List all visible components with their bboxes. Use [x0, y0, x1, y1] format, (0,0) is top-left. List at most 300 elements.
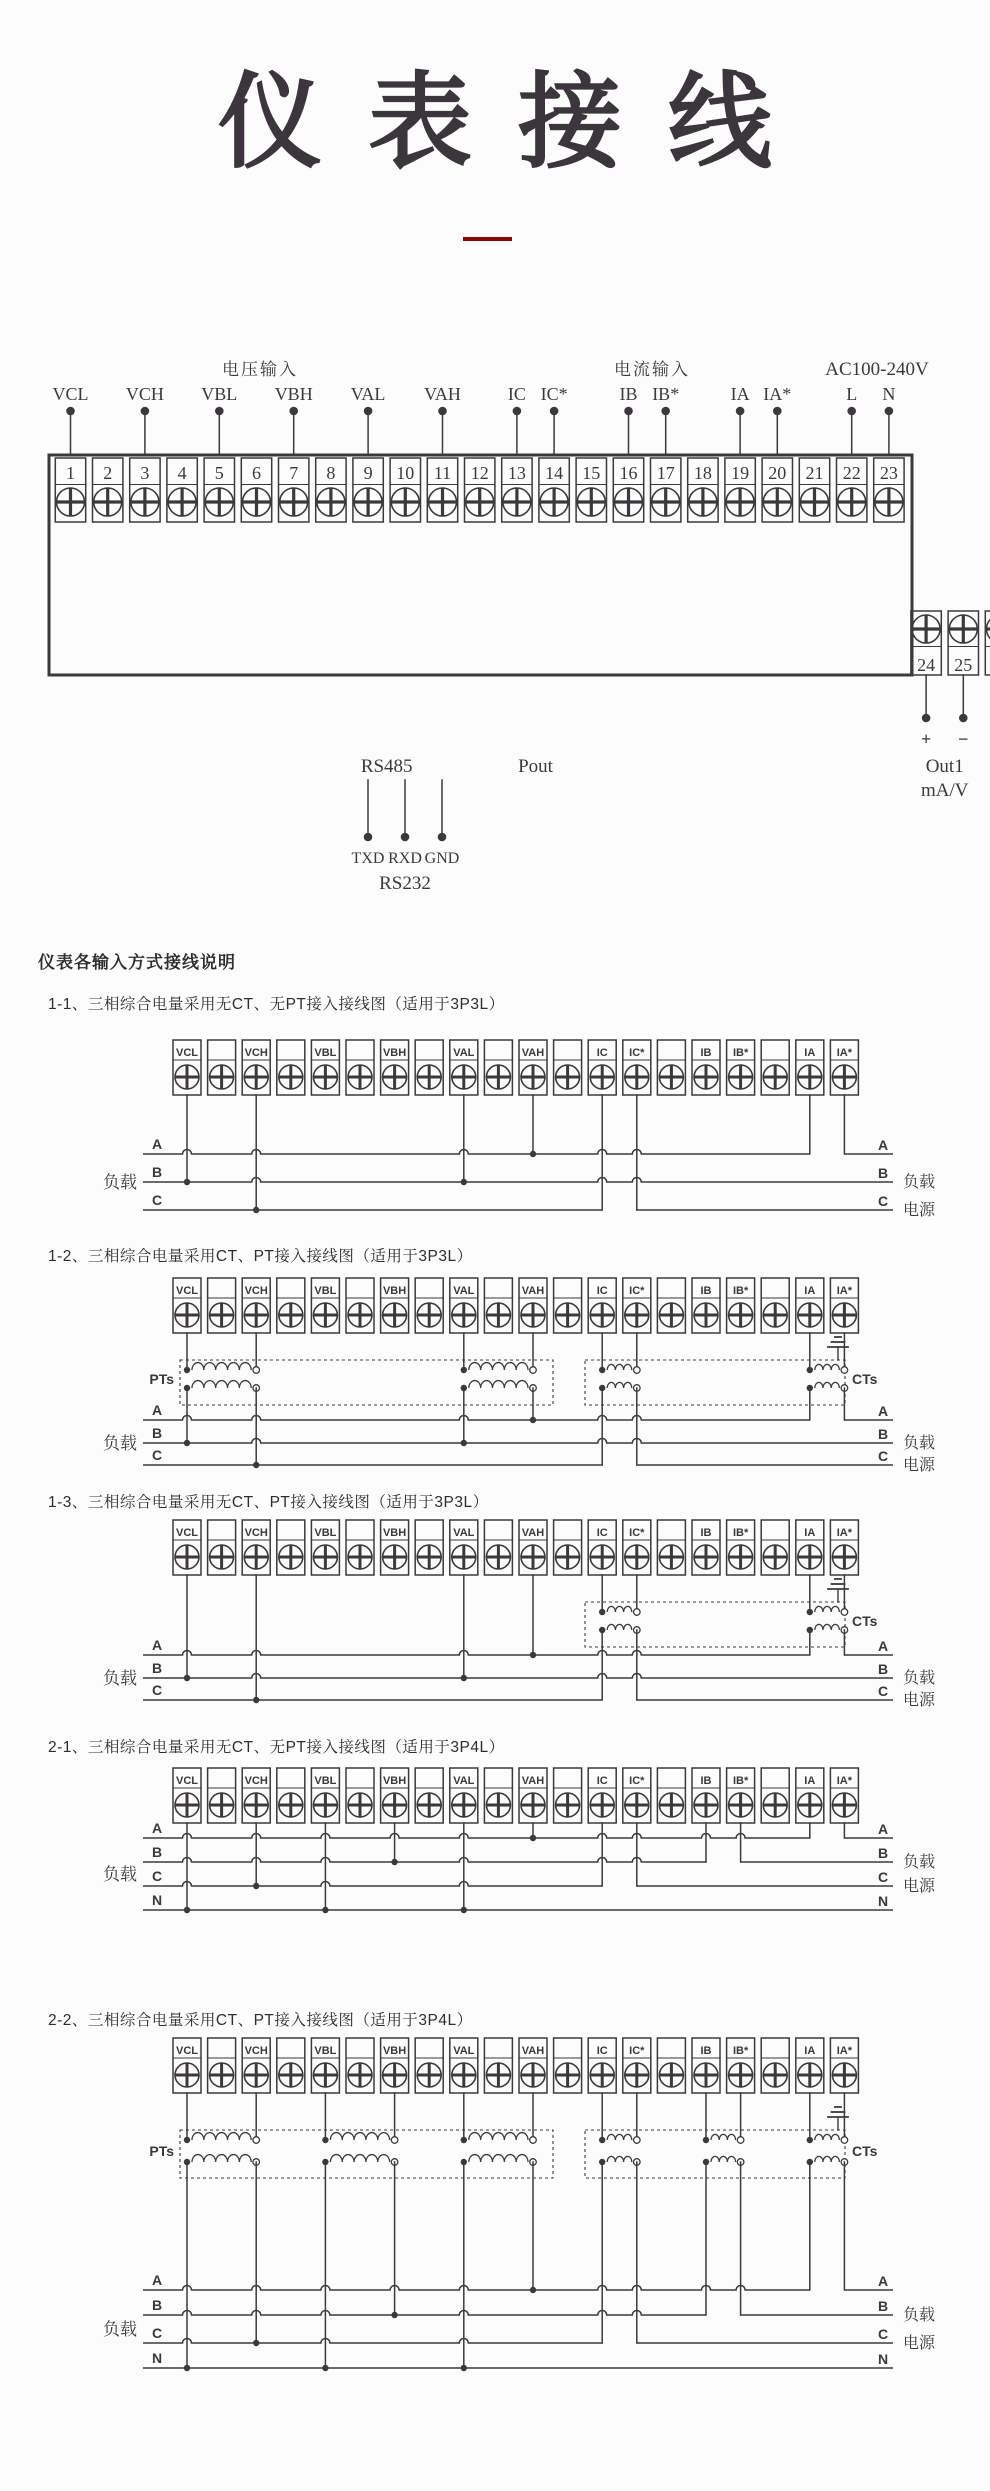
- phase-label-left: A: [152, 1136, 163, 1152]
- screw-terminal-icon: [949, 615, 977, 643]
- terminal-label: VAL: [453, 1285, 475, 1297]
- screw-terminal-icon: [521, 1065, 545, 1089]
- terminal-cell: [242, 1278, 270, 1333]
- screw-terminal-icon: [590, 1793, 614, 1817]
- polarity-sign: +: [920, 729, 932, 749]
- junction-dot: [253, 1883, 259, 1889]
- screw-terminal-icon: [763, 1545, 787, 1569]
- junction-dot: [364, 833, 373, 842]
- terminal-cell: [727, 1520, 755, 1575]
- screw-terminal-icon: [590, 1065, 614, 1089]
- terminal-cell: [346, 1768, 374, 1823]
- junction-dot: [847, 407, 856, 416]
- phase-label-right: B: [877, 1165, 889, 1181]
- bus-line: [143, 1150, 810, 1155]
- terminal-label: IB*: [732, 1775, 749, 1787]
- load-label: 负载: [103, 1173, 137, 1192]
- screw-terminal-icon: [729, 1303, 753, 1327]
- screw-terminal-icon: [729, 2063, 753, 2087]
- coil-icon: [469, 1381, 528, 1388]
- terminal-label: IC*: [629, 1047, 645, 1059]
- phase-label-right: N: [877, 1893, 889, 1909]
- terminal-cell: [761, 1520, 789, 1575]
- screw-terminal-icon: [694, 1303, 718, 1327]
- terminal-number: 11: [433, 463, 452, 483]
- schematic-1-3: [0, 1512, 990, 1722]
- coil-icon: [469, 1363, 528, 1370]
- terminal-name-label: IA*: [763, 384, 792, 404]
- output-name: Out1: [925, 756, 964, 777]
- terminal-label: IB*: [732, 1047, 749, 1059]
- phase-label-right: C: [877, 1448, 889, 1464]
- bus-line: [143, 2339, 602, 2344]
- terminal-cell: [554, 2038, 582, 2093]
- terminal-label: IC*: [629, 1285, 645, 1297]
- screw-terminal-icon: [659, 2063, 683, 2087]
- screw-terminal-icon: [486, 1065, 510, 1089]
- junction-dot: [184, 2365, 190, 2371]
- schematic-2-2: [0, 2030, 990, 2392]
- terminal-label: VBL: [314, 1047, 337, 1059]
- terminal-label: IB*: [732, 1285, 749, 1297]
- terminal-cell: [761, 2038, 789, 2093]
- screw-terminal-icon: [279, 2063, 303, 2087]
- terminal-cell: [415, 1278, 443, 1333]
- terminal-number: 13: [507, 463, 526, 483]
- terminal-label: IB: [700, 1527, 712, 1539]
- screw-terminal-icon: [205, 488, 233, 516]
- screw-terminal-icon: [763, 488, 791, 516]
- schematic-1-2: [0, 1270, 990, 1485]
- phase-label-left: C: [152, 1192, 163, 1208]
- junction-dot: [461, 1179, 467, 1185]
- screw-terminal-icon: [556, 2063, 580, 2087]
- terminal-cell: [450, 1520, 478, 1575]
- terminal-number: 15: [582, 463, 601, 483]
- terminal-cell: [692, 1520, 720, 1575]
- phase-label-right: C: [877, 2326, 889, 2342]
- pt-group-label: PTs: [149, 1371, 174, 1387]
- terminal-cell: [173, 1768, 201, 1823]
- terminal-cell: [242, 1768, 270, 1823]
- load-label: 负载: [103, 1865, 137, 1884]
- junction-dot: [66, 407, 75, 416]
- terminal-label: IC: [596, 2045, 608, 2057]
- screw-terminal-icon: [689, 488, 717, 516]
- terminal-strip: [173, 1040, 858, 1095]
- terminal-cell: [830, 1768, 858, 1823]
- terminal-cell: [484, 2038, 512, 2093]
- terminal-cell: [277, 2038, 305, 2093]
- terminal-label: VAL: [453, 1775, 475, 1787]
- phase-label-left: B: [152, 1425, 163, 1441]
- terminal-cell: [692, 1278, 720, 1333]
- diagram-title-1-3: 1-3、三相综合电量采用无CT、PT接入接线图（适用于3P3L）: [48, 1494, 489, 1511]
- phase-label-left: C: [152, 1447, 163, 1463]
- screw-terminal-icon: [694, 1545, 718, 1569]
- terminal-cell: [554, 1278, 582, 1333]
- terminal-cell: [588, 2038, 616, 2093]
- terminal-cell: [173, 1520, 201, 1575]
- terminal-name-label: L: [846, 384, 858, 404]
- terminal-cell: [519, 1278, 547, 1333]
- terminal-label: VAL: [453, 1527, 475, 1539]
- terminal-cell: [93, 458, 123, 522]
- terminal-label: VAH: [521, 2045, 545, 2057]
- screw-terminal-icon: [486, 2063, 510, 2087]
- terminal-number: 25: [954, 655, 973, 675]
- screw-terminal-icon: [801, 488, 829, 516]
- load-label: 负载: [103, 1434, 137, 1453]
- terminal-label: IB: [700, 1047, 712, 1059]
- terminal-number: 22: [842, 463, 861, 483]
- screw-terminal-icon: [659, 1545, 683, 1569]
- terminal-cell: [837, 458, 867, 522]
- junction-dot: [530, 1652, 536, 1658]
- terminal-cell: [242, 2038, 270, 2093]
- terminal-cell: [588, 1278, 616, 1333]
- terminal-number: 3: [140, 463, 150, 483]
- screw-terminal-icon: [313, 1545, 337, 1569]
- diagram-title-2-1: 2-1、三相综合电量采用无CT、无PT接入接线图（适用于3P4L）: [48, 1739, 505, 1756]
- terminal-cell: [796, 1520, 824, 1575]
- terminal-label: VBH: [382, 1285, 407, 1297]
- terminal-cell: [167, 458, 197, 522]
- schematic-2-1: [0, 1760, 990, 1932]
- phase-label-right: B: [877, 2298, 889, 2314]
- load-label-right: 负载: [903, 2307, 936, 2324]
- terminal-cell: [623, 1520, 651, 1575]
- screw-terminal-icon: [348, 1793, 372, 1817]
- ct-group-label: CTs: [852, 1371, 878, 1387]
- screw-terminal-icon: [210, 1065, 234, 1089]
- terminal-cell: [130, 458, 160, 522]
- terminal-cell: [346, 1040, 374, 1095]
- terminal-strip: [173, 1768, 858, 1823]
- terminal-cell: [830, 2038, 858, 2093]
- coil-icon: [607, 1624, 632, 1630]
- rs232-pin: RXD: [388, 850, 422, 867]
- supply-voltage-label: AC100-240V: [825, 359, 929, 380]
- phase-label-right: A: [877, 1821, 889, 1837]
- terminal-cell: [381, 1278, 409, 1333]
- terminal-label: IC: [596, 1285, 608, 1297]
- terminal-label: IC*: [629, 2045, 645, 2057]
- diagram-title-1-2: 1-2、三相综合电量采用CT、PT接入接线图（适用于3P3L）: [48, 1248, 473, 1265]
- terminal-cell: [554, 1768, 582, 1823]
- terminal-number: 23: [879, 463, 898, 483]
- screw-terminal-icon: [694, 2063, 718, 2087]
- terminal-cell: [381, 1768, 409, 1823]
- junction-dot: [959, 714, 968, 723]
- screw-terminal-icon: [57, 488, 85, 516]
- terminal-cell: [381, 1520, 409, 1575]
- phase-label-right: C: [877, 1193, 889, 1209]
- terminal-cell: [688, 458, 718, 522]
- terminal-cell: [623, 1768, 651, 1823]
- screw-terminal-icon: [244, 1793, 268, 1817]
- terminal-number: 1: [66, 463, 75, 483]
- phase-label-right: A: [877, 2273, 889, 2289]
- screw-terminal-icon: [486, 1793, 510, 1817]
- terminal-cell: [613, 458, 643, 522]
- junction-dot: [184, 1907, 190, 1913]
- screw-terminal-icon: [348, 1065, 372, 1089]
- screw-terminal-icon: [763, 2063, 787, 2087]
- junction-dot: [253, 1462, 259, 1468]
- terminal-cell: [796, 1278, 824, 1333]
- terminal-cell: [484, 1768, 512, 1823]
- junction-dot: [550, 407, 559, 416]
- screw-terminal-icon: [244, 1303, 268, 1327]
- terminal-cell: [311, 2038, 339, 2093]
- phase-label-left: A: [152, 1402, 163, 1418]
- coil-icon: [815, 1382, 840, 1388]
- terminal-label: VCH: [244, 1285, 268, 1297]
- terminal-cell: [692, 1040, 720, 1095]
- screw-terminal-icon: [452, 1065, 476, 1089]
- terminal-label: VBH: [382, 1047, 407, 1059]
- junction-dot: [773, 407, 782, 416]
- terminal-cell: [415, 1520, 443, 1575]
- terminal-cell: [657, 1520, 685, 1575]
- terminal-label: IA*: [836, 1775, 853, 1787]
- terminal-cell: [241, 458, 271, 522]
- screw-terminal-icon: [175, 1545, 199, 1569]
- screw-terminal-icon: [280, 488, 308, 516]
- polarity-ring: [737, 2137, 744, 2144]
- terminal-cell: [576, 458, 606, 522]
- terminal-cell: [346, 1278, 374, 1333]
- phase-label-right: C: [877, 1683, 889, 1699]
- phase-label-left: C: [152, 2325, 163, 2341]
- terminal-cell: [796, 1040, 824, 1095]
- terminal-cell: [948, 611, 978, 675]
- screw-terminal-icon: [313, 1065, 337, 1089]
- terminal-cell: [346, 2038, 374, 2093]
- screw-terminal-icon: [729, 1793, 753, 1817]
- terminal-cell: [727, 1278, 755, 1333]
- screw-terminal-icon: [875, 488, 903, 516]
- terminal-name-label: VBH: [274, 384, 313, 404]
- screw-terminal-icon: [131, 488, 159, 516]
- terminal-name-label: IA: [730, 384, 750, 404]
- screw-terminal-icon: [417, 1793, 441, 1817]
- junction-dot: [322, 2137, 328, 2143]
- terminal-cell: [346, 1520, 374, 1575]
- polarity-ring: [391, 2137, 398, 2144]
- ct-group-label: CTs: [852, 2143, 878, 2159]
- screw-terminal-icon: [417, 1303, 441, 1327]
- pout-label: Pout: [518, 756, 553, 777]
- screw-terminal-icon: [763, 1793, 787, 1817]
- terminal-number: 8: [326, 463, 336, 483]
- screw-terminal-icon: [556, 1303, 580, 1327]
- screw-terminal-icon: [763, 1065, 787, 1089]
- terminal-number: 4: [177, 463, 187, 483]
- screw-terminal-icon: [486, 1545, 510, 1569]
- terminal-cell: [519, 1040, 547, 1095]
- junction-dot: [530, 2287, 536, 2293]
- junction-dot: [322, 1907, 328, 1913]
- terminal-cell: [519, 1768, 547, 1823]
- title-accent-dash: [463, 237, 512, 241]
- terminal-label: VAH: [521, 1047, 545, 1059]
- terminal-label: VCL: [176, 1527, 198, 1539]
- coil-icon: [815, 1606, 840, 1612]
- terminal-label: VBL: [314, 1285, 337, 1297]
- terminal-number: 6: [252, 463, 261, 483]
- screw-terminal-icon: [590, 2063, 614, 2087]
- screw-terminal-icon: [348, 1545, 372, 1569]
- screw-terminal-icon: [348, 2063, 372, 2087]
- terminal-cell: [173, 2038, 201, 2093]
- terminal-strip: [173, 2038, 858, 2093]
- coil-icon: [815, 2156, 840, 2162]
- screw-terminal-icon: [383, 1793, 407, 1817]
- screw-terminal-icon: [175, 1303, 199, 1327]
- terminal-cell: [623, 1040, 651, 1095]
- terminal-cell: [761, 1040, 789, 1095]
- terminal-cell: [830, 1520, 858, 1575]
- phase-label-left: B: [152, 1660, 163, 1676]
- phase-label-left: A: [152, 2272, 163, 2288]
- terminal-label: VAH: [521, 1285, 545, 1297]
- screw-terminal-icon: [391, 488, 419, 516]
- screw-terminal-icon: [832, 2063, 856, 2087]
- phase-label-left: B: [152, 1164, 163, 1180]
- junction-dot: [807, 2137, 813, 2143]
- junction-dot: [184, 1440, 190, 1446]
- screw-terminal-icon: [383, 1065, 407, 1089]
- terminal-label: IA*: [836, 1285, 853, 1297]
- screw-terminal-icon: [175, 1793, 199, 1817]
- terminal-cell: [208, 2038, 236, 2093]
- screw-terminal-icon: [486, 1303, 510, 1327]
- coil-icon: [192, 2133, 251, 2140]
- terminal-label: VCH: [244, 1527, 268, 1539]
- phase-label-left: A: [152, 1637, 163, 1653]
- load-label-right: 负载: [903, 1670, 936, 1687]
- terminal-label: IB: [700, 1775, 712, 1787]
- terminal-name-label: IB*: [652, 384, 680, 404]
- terminal-cell: [484, 1278, 512, 1333]
- terminal-cell: [208, 1520, 236, 1575]
- screw-terminal-icon: [244, 1545, 268, 1569]
- terminal-number: 12: [470, 463, 489, 483]
- terminal-cell: [727, 1040, 755, 1095]
- rs485-label: RS485: [360, 756, 413, 777]
- terminal-number: 21: [805, 463, 824, 483]
- phase-label-left: C: [152, 1682, 163, 1698]
- screw-terminal-icon: [590, 1303, 614, 1327]
- terminal-label: IB: [700, 2045, 712, 2057]
- screw-terminal-icon: [556, 1793, 580, 1817]
- terminal-label: VAH: [521, 1775, 545, 1787]
- phase-label-left: N: [152, 1892, 163, 1908]
- screw-terminal-icon: [466, 488, 494, 516]
- terminal-label: VCL: [176, 1775, 198, 1787]
- junction-dot: [530, 1417, 536, 1423]
- terminal-cell: [311, 1278, 339, 1333]
- coil-icon: [192, 2155, 251, 2162]
- screw-terminal-icon: [912, 615, 940, 643]
- junction-dot: [253, 2340, 259, 2346]
- terminal-cell: [519, 2038, 547, 2093]
- terminal-cell: [277, 1520, 305, 1575]
- junction-dot: [461, 2137, 467, 2143]
- junction-dot: [461, 1440, 467, 1446]
- screw-terminal-icon: [521, 1793, 545, 1817]
- junction-dot: [513, 407, 522, 416]
- terminal-number: 10: [396, 463, 415, 483]
- source-label-right: 电源: [903, 1878, 936, 1895]
- screw-terminal-icon: [763, 1303, 787, 1327]
- phase-label-left: B: [152, 1844, 163, 1860]
- phase-label-left: A: [152, 1820, 163, 1836]
- coil-icon: [607, 1606, 632, 1612]
- terminal-cell: [554, 1040, 582, 1095]
- screw-terminal-icon: [94, 488, 122, 516]
- screw-terminal-icon: [694, 1065, 718, 1089]
- terminal-cell: [381, 2038, 409, 2093]
- schematic-1-1: [0, 1032, 990, 1232]
- junction-dot: [736, 407, 745, 416]
- terminal-cell: [484, 1040, 512, 1095]
- diagram-title-1-1: 1-1、三相综合电量采用无CT、无PT接入接线图（适用于3P3L）: [48, 996, 505, 1013]
- terminal-cell: [415, 2038, 443, 2093]
- load-label-right: 负载: [903, 1854, 936, 1871]
- terminal-label: IC: [596, 1047, 608, 1059]
- terminal-cell: [415, 1768, 443, 1823]
- load-label-right: 负载: [903, 1435, 936, 1452]
- screw-terminal-icon: [832, 1303, 856, 1327]
- screw-terminal-icon: [429, 488, 457, 516]
- terminal-number: 19: [731, 463, 750, 483]
- terminal-label: IA*: [836, 2045, 853, 2057]
- polarity-ring: [634, 1609, 641, 1616]
- screw-terminal-icon: [348, 1303, 372, 1327]
- terminal-label: IA: [804, 2045, 816, 2057]
- terminal-label: VCL: [176, 2045, 198, 2057]
- terminal-cell: [657, 1768, 685, 1823]
- terminal-cell: [450, 1278, 478, 1333]
- terminal-label: VAH: [521, 1527, 545, 1539]
- source-label-right: 电源: [903, 1202, 936, 1219]
- phase-label-left: N: [152, 2350, 163, 2366]
- junction-dot: [530, 1151, 536, 1157]
- terminal-cell: [623, 1278, 651, 1333]
- terminal-cell: [830, 1040, 858, 1095]
- polarity-ring: [634, 2137, 641, 2144]
- terminal-cell: [208, 1040, 236, 1095]
- terminal-label: VBL: [314, 1527, 337, 1539]
- junction-dot: [599, 1609, 605, 1615]
- junction-dot: [184, 1675, 190, 1681]
- terminal-cell: [727, 1768, 755, 1823]
- screw-terminal-icon: [832, 1065, 856, 1089]
- junction-dot: [438, 407, 447, 416]
- voltage-group-label: 电压输入: [222, 360, 298, 379]
- junction-dot: [624, 407, 633, 416]
- terminal-label: IB*: [732, 2045, 749, 2057]
- terminal-label: IB: [700, 1285, 712, 1297]
- terminal-number: 24: [917, 655, 936, 675]
- phase-label-right: B: [877, 1661, 889, 1677]
- junction-dot: [461, 1367, 467, 1373]
- junction-dot: [599, 2137, 605, 2143]
- screw-terminal-icon: [832, 1793, 856, 1817]
